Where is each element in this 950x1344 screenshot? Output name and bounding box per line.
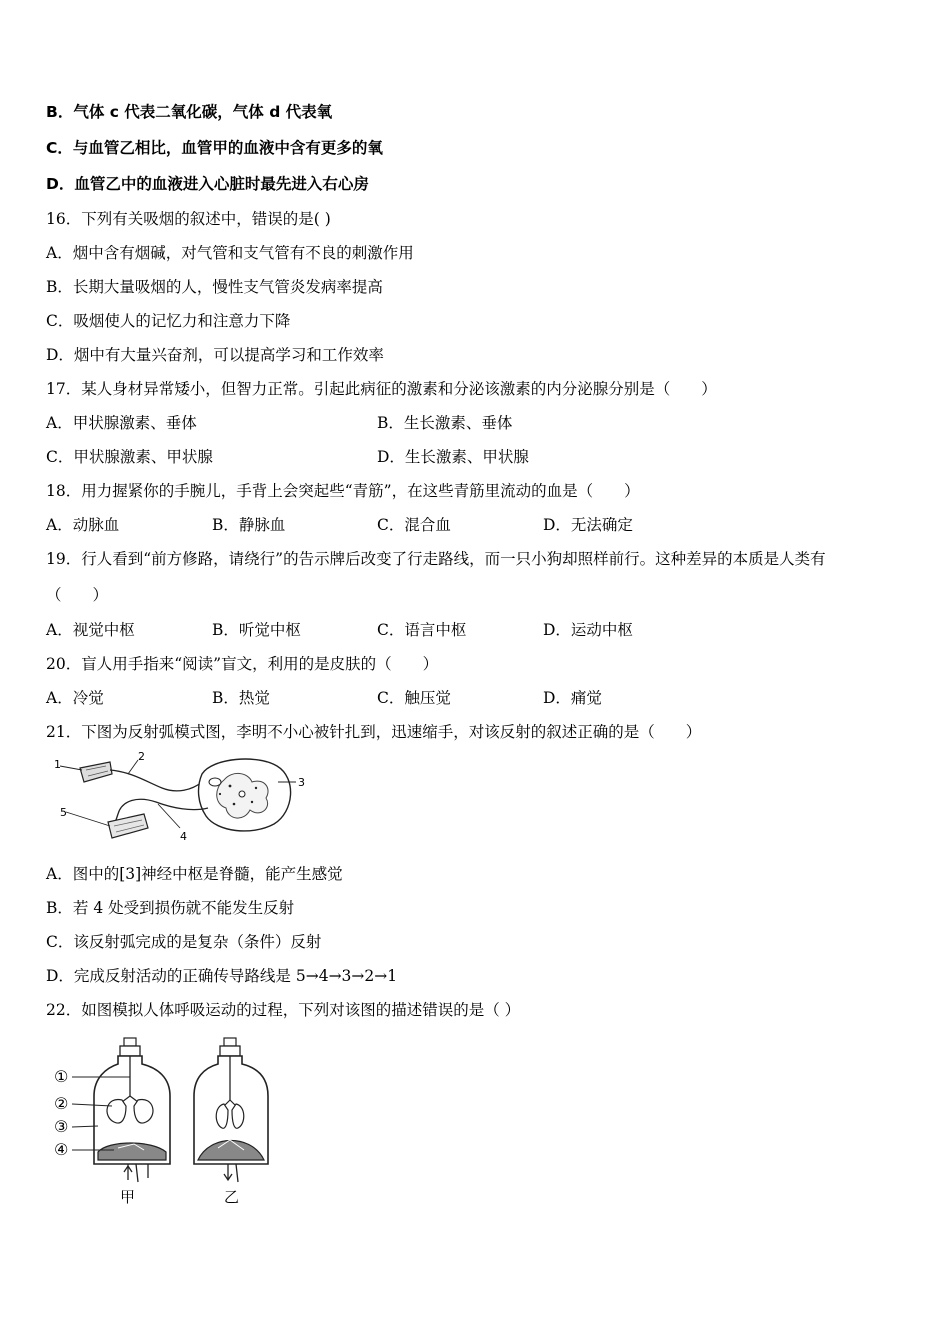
reflex-label-2: 2: [138, 752, 145, 763]
q15-option-c: C．与血管乙相比，血管甲的血液中含有更多的氧: [46, 139, 383, 157]
reflex-label-1: 1: [54, 758, 61, 771]
skin-receptor: [80, 762, 112, 782]
q19-option-a: A．视觉中枢: [46, 621, 135, 639]
q20-option-b: B．热觉: [212, 689, 270, 707]
q17-option-d: D．生长激素、甲状腺: [377, 448, 529, 466]
jar-yi: [194, 1038, 268, 1182]
q17-option-b: B．生长激素、垂体: [377, 414, 513, 432]
jar-jia-label: 甲: [120, 1188, 136, 1206]
q16-option-d: D．烟中有大量兴奋剂，可以提高学习和工作效率: [46, 346, 384, 364]
q19-option-d: D．运动中枢: [543, 621, 633, 639]
spinal-cord: [199, 759, 291, 831]
q17-stem: 17．某人身材异常矮小，但智力正常。引起此病征的激素和分泌该激素的内分泌腺分别是（ ）: [46, 380, 717, 398]
q20-option-d: D．痛觉: [543, 689, 602, 707]
q18-option-c: C．混合血: [377, 516, 451, 534]
q20-option-c: C．触压觉: [377, 689, 451, 707]
breathing-model-diagram: [48, 1034, 288, 1210]
reflex-label-3: 3: [298, 776, 305, 789]
jar-label-4: ④: [54, 1140, 69, 1159]
q18-stem: 18．用力握紧你的手腕儿，手背上会突起些“青筋”，在这些青筋里流动的血是（ ）: [46, 482, 640, 500]
muscle-effector: [108, 814, 148, 838]
q19-option-b: B．听觉中枢: [212, 621, 301, 639]
jar-label-3: ③: [54, 1117, 69, 1136]
q20-stem: 20．盲人用手指来“阅读”盲文，利用的是皮肤的（ ）: [46, 655, 439, 673]
reflex-label-4: 4: [180, 830, 187, 843]
q21-stem: 21．下图为反射弧模式图，李明不小心被针扎到，迅速缩手，对该反射的叙述正确的是（ ）: [46, 723, 702, 741]
q22-stem: 22．如图模拟人体呼吸运动的过程，下列对该图的描述错误的是（ ）: [46, 1001, 521, 1019]
q20-option-a: A．冷觉: [46, 689, 104, 707]
q15-option-d: D．血管乙中的血液进入心脏时最先进入右心房: [46, 175, 369, 193]
q19-stem-blank: （ ）: [46, 586, 109, 604]
q16-option-c: C．吸烟使人的记忆力和注意力下降: [46, 312, 291, 330]
q16-option-a: A．烟中含有烟碱，对气管和支气管有不良的刺激作用: [46, 244, 414, 262]
q18-option-d: D．无法确定: [543, 516, 633, 534]
jar-yi-label: 乙: [224, 1188, 240, 1206]
q16-option-b: B．长期大量吸烟的人，慢性支气管炎发病率提高: [46, 278, 383, 296]
q18-option-b: B．静脉血: [212, 516, 286, 534]
q18-option-a: A．动脉血: [46, 516, 120, 534]
sensory-nerve: [110, 770, 202, 791]
q17-option-a: A．甲状腺激素、垂体: [46, 414, 197, 432]
jar-label-2: ②: [54, 1094, 69, 1113]
q21-option-d: D．完成反射活动的正确传导路线是 5→4→3→2→1: [46, 967, 398, 985]
q17-option-c: C．甲状腺激素、甲状腺: [46, 448, 213, 466]
q21-option-c: C．该反射弧完成的是复杂（条件）反射: [46, 933, 322, 951]
jar-jia: [94, 1038, 170, 1182]
q16-stem: 16．下列有关吸烟的叙述中，错误的是( ): [46, 210, 331, 228]
q19-option-c: C．语言中枢: [377, 621, 467, 639]
q19-stem: 19．行人看到“前方修路，请绕行”的告示牌后改变了行走路线，而一只小狗却照样前行。这种差异的本质是人类有: [46, 550, 826, 568]
q21-option-a: A．图中的[3]神经中枢是脊髓，能产生感觉: [46, 865, 343, 883]
q21-option-b: B．若 4 处受到损伤就不能发生反射: [46, 899, 295, 917]
reflex-arc-diagram: [52, 752, 312, 844]
jar-label-1: ①: [54, 1067, 69, 1086]
q15-option-b: B．气体 c 代表二氧化碳，气体 d 代表氧: [46, 103, 333, 121]
reflex-label-5: 5: [60, 806, 67, 819]
